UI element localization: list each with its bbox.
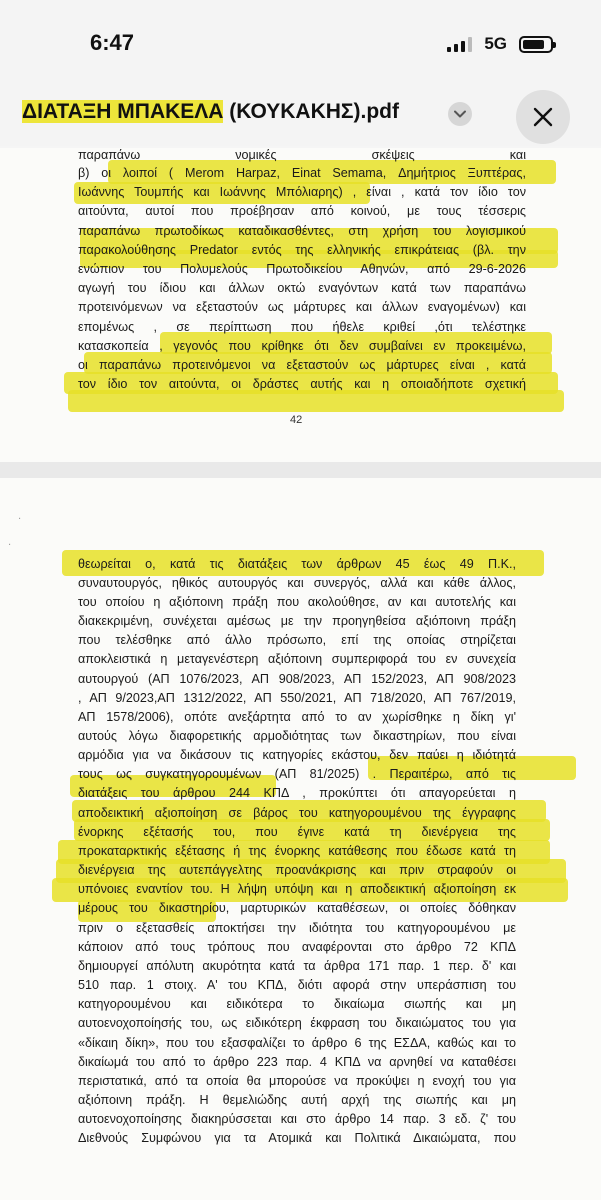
text-line: αυτουργού (ΑΠ 1076/2023, ΑΠ 908/2023, ΑΠ 152/2023, ΑΠ 908/2023 <box>78 672 516 686</box>
text-line: παραπάνω πρωτοδίκως καταδικασθέντες, στη χρήση του λογισμικού <box>78 224 526 238</box>
network-type: 5G <box>484 34 507 53</box>
text-line: πριν ο εξετασθείς αποκτήσει την ιδιότητα του κατηγορουμένου με <box>78 921 516 935</box>
text-line: του οποίου η αξιόποινη πράξη που ακολούθησε, αν και αυτοτελής και <box>78 595 516 609</box>
text-line: β) οι λοιποί ( Merom Harpaz, Einat Semama, Δημήτριος Ξυπτέρας, <box>78 166 526 180</box>
scan-artifact: · <box>18 514 22 525</box>
text-line: ένορκης εξέτασής του, που έγινε κατά τη διενέργεια της <box>78 825 516 839</box>
text-line: αποκλειστικά η μεταγενέστερη αξιόποινη συμπεριφορά του εν συνεχεία <box>78 652 516 666</box>
text-line: αποδεικτική αξιοποίηση σε βάρος του κατηγορουμένου της έγγραφης <box>78 806 516 820</box>
text-line: κατηγορουμένου και ειδικότερα το δικαίωμα σιωπής και μη <box>78 997 516 1011</box>
text-line: αυτούς λόγω διαφορετικής αρμοδιότητας των δικαστηρίων, που είναι <box>78 729 516 743</box>
text-line: «δίκαιη δίκη», που του εξασφαλίζει το άρθρο 6 της ΕΣΔΑ, καθώς και το <box>78 1036 516 1050</box>
pdf-page-42 <box>0 146 601 462</box>
text-line: κάποιον από τους τρόπους που αναφέρονται στο άρθρο 72 ΚΠΔ <box>78 940 516 954</box>
text-line: υπόνοιες εναντίον του. Η λήψη υπόψη και η αποδεικτική αξιοποίηση εκ <box>78 882 516 896</box>
text-line: που τελέσθηκε από άλλο πρόσωπο, επί της οποίας στηρίζεται <box>78 633 516 647</box>
text-line: παραπάνω νομικές σκέψεις και <box>78 148 526 162</box>
text-line: Διεθνούς Συμφώνου για τα Ατομικά και Πολιτικά Δικαιώματα, που <box>78 1131 516 1145</box>
text-line: αυτοενοχοποίησης διακηρύσσεται και στο άρθρο 14 παρ. 3 εδ. ζ' του <box>78 1112 516 1126</box>
text-line: διακεκριμένη, συνέχεται αμέσως με την προηγηθείσα αξιόποινη πράξη <box>78 614 516 628</box>
document-title[interactable] <box>22 100 399 124</box>
text-line: περιστατικά, από τα οποία θα μπορούσε να προκύψει η ενοχή του για <box>78 1074 516 1088</box>
text-line: τον ίδιο τον αιτούντα, οι δράστες αυτής και η οποιαδήποτε σχετική <box>78 377 526 391</box>
document-header <box>0 84 601 148</box>
text-line: επομένως , σε περίπτωση που ήθελε κριθεί ,ότι τελέστηκε <box>78 320 526 334</box>
close-icon <box>532 106 554 128</box>
text-line: διενέργεια της αυτεπάγγελτης προανάκρισης και πριν στραφούν οι <box>78 863 516 877</box>
text-line: αρμόδια για να δικάσουν τις κατηγορίες εκάστου, δεν παύει η ιδιότητά <box>78 748 516 762</box>
document-title-highlighted: ΔΙΑΤΑΞΗ ΜΠΑΚΕΛΑ <box>22 100 224 123</box>
highlight-mark <box>68 390 564 412</box>
pdf-page-43 <box>0 478 601 1200</box>
text-line: ΑΠ 1578/2006), οπότε ανεξάρτητα από το αν χωρίσθηκε η δίκη γι' <box>78 710 516 724</box>
chevron-down-icon <box>454 110 466 118</box>
text-line: αιτούντα, αυτοί που προέβησαν από κοινού, με τους τέσσερις <box>78 204 526 218</box>
text-line: δημιουργεί απόλυτη ακυρότητα κατά τα άρθρα 171 παρ. 1 περ. δ' και <box>78 959 516 973</box>
text-line: προτεινόμενων να εξεταστούν ως μάρτυρες και άλλων εναγομένων) και <box>78 300 526 314</box>
text-line: ενώπιον του Πολυμελούς Πρωτοδικείου Αθηνών, από 29-6-2026 <box>78 262 526 276</box>
status-time: 6:47 <box>90 30 135 55</box>
document-title-rest: (ΚΟΥΚΑΚΗΣ).pdf <box>223 100 399 123</box>
text-line: διατάξεις του άρθρου 244 ΚΠΔ , προκύπτει ότι απαγορεύεται η <box>78 786 516 800</box>
title-menu-button[interactable] <box>448 102 472 126</box>
text-line: δικαίωμά του από το άρθρο 223 παρ. 4 ΚΠΔ να αρνηθεί να καταθέσει <box>78 1055 516 1069</box>
text-line: αγωγή του ίδιου και άλλων οκτώ εναγόντων κατά των παραπάνω <box>78 281 526 295</box>
text-line: αξιόποινη πράξη. Η θεμελιώδης αυτή αρχή της σιωπής και μη <box>78 1093 516 1107</box>
battery-icon <box>519 36 553 53</box>
close-button[interactable] <box>516 90 570 144</box>
text-line: 510 παρ. 1 στοιχ. Α' του ΚΠΔ, διότι αφορά στην υπεράσπιση του <box>78 978 516 992</box>
page-number: 42 <box>290 414 303 426</box>
text-line: προκαταρκτικής εξέτασης ή της ένορκης κατάθεσης που έδωσε κατά τη <box>78 844 516 858</box>
text-line: , ΑΠ 9/2023,ΑΠ 1312/2022, ΑΠ 550/2021, ΑΠ 718/2020, ΑΠ 767/2019, <box>78 691 516 705</box>
status-bar <box>0 0 601 84</box>
battery-level <box>523 40 544 49</box>
text-line: αυτοενοχοποίησής του, ως ειδικότερη έκφραση του δικαιώματος του για <box>78 1016 516 1030</box>
text-line: τους ως συγκατηγορουμένων (ΑΠ 81/2025) . Περαιτέρω, από τις <box>78 767 516 781</box>
scan-artifact: · <box>8 540 12 551</box>
text-line: παρακολούθησης Predator εντός της ελληνικής επικράτειας (βλ. την <box>78 243 526 257</box>
text-line: μέρους του δικαστηρίου, μαρτυρικών καταθέσεων, οι οποίες δόθηκαν <box>78 901 516 915</box>
text-line: οι παραπάνω προτεινόμενοι να εξεταστούν ως μάρτυρες είναι , κατά <box>78 358 526 372</box>
cellular-signal-icon <box>447 36 472 52</box>
text-line: θεωρείται ο, κατά τις διατάξεις των άρθρων 45 έως 49 Π.Κ., <box>78 557 516 571</box>
text-line: κατασκοπεία , γεγονός που κρίθηκε ότι δεν συμβαίνει εν προκειμένω, <box>78 339 526 353</box>
text-line: συναυτουργός, ηθικός αυτουργός και συνεργός, αλλά και κάθε άλλος, <box>78 576 516 590</box>
text-line: Ιωάννης Τουμπής και Ιωάννης Μπόλιαρης) , είναι , κατά τον ίδιο τον <box>78 185 526 199</box>
